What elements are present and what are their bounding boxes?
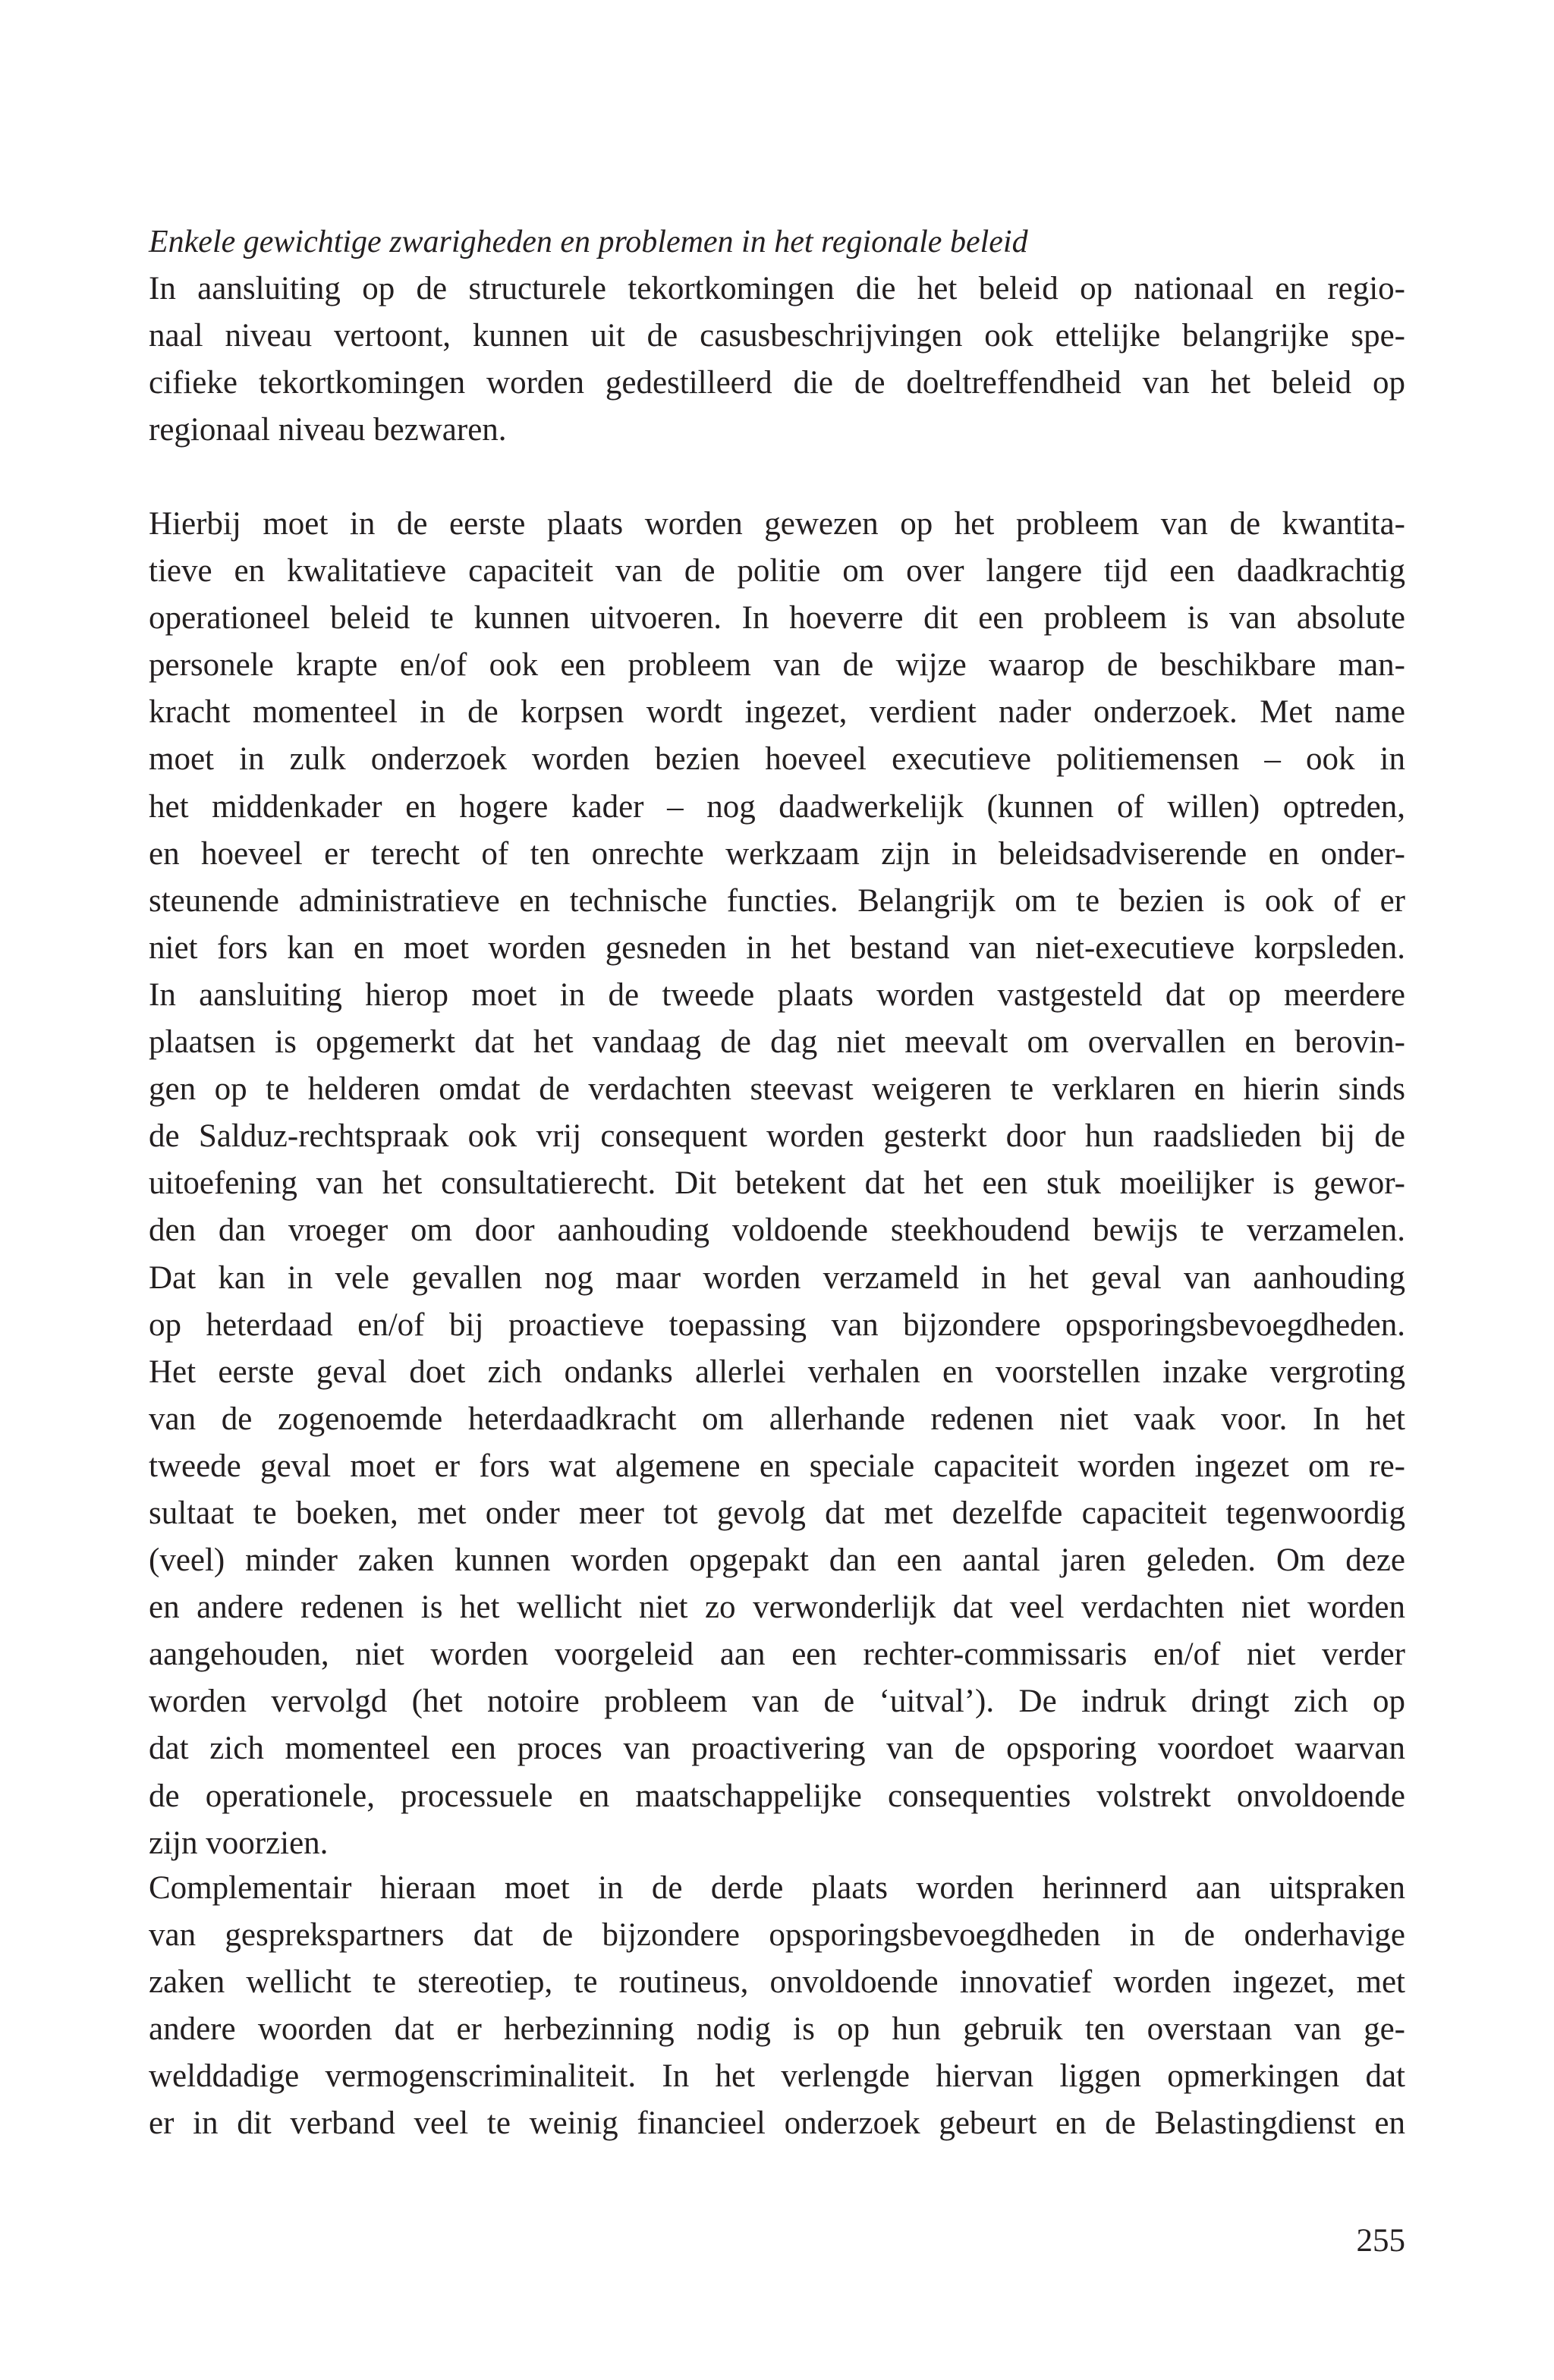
text-line: cifieke tekortkomingen worden gedestilleerd die de doeltreffendheid van het beleid op — [149, 365, 1405, 401]
text-line: In aansluiting hierop moet in de tweede plaats worden vastgesteld dat op meerdere — [149, 976, 1405, 1013]
text-line: de Salduz-rechtspraak ook vrij consequent worden gesterkt door hun raadslieden bij de — [149, 1118, 1405, 1155]
paragraph-2 — [149, 501, 1405, 1867]
text-line: Het eerste geval doet zich ondanks allerlei verhalen en voorstellen inzake vergroting — [149, 1353, 1405, 1390]
paragraph-3 — [149, 1865, 1405, 2148]
text-line: Complementair hieraan moet in de derde plaats worden herinnerd aan uitspraken — [149, 1870, 1405, 1906]
text-line: niet fors kan en moet worden gesneden in het bestand van niet-executieve korpsleden. — [149, 929, 1405, 966]
section-heading: Enkele gewichtige zwarigheden en problemen in het regionale beleid — [149, 225, 1028, 259]
text-line: plaatsen is opgemerkt dat het vandaag de dag niet meevalt om overvallen en berovin- — [149, 1024, 1405, 1061]
text-line: er in dit verband veel te weinig financieel onderzoek gebeurt en de Belastingdienst en — [149, 2105, 1405, 2142]
text-line: aangehouden, niet worden voorgeleid aan een rechter-commissaris en/of niet verder — [149, 1636, 1405, 1673]
text-line: het middenkader en hogere kader – nog daadwerkelijk (kunnen of willen) optreden, — [149, 788, 1405, 825]
text-line: welddadige vermogenscriminaliteit. In het verlengde hiervan liggen opmerkingen dat — [149, 2058, 1405, 2095]
text-line: zijn voorzien. — [149, 1825, 329, 1861]
text-line: operationeel beleid te kunnen uitvoeren. In hoeverre dit een probleem is van absolute — [149, 600, 1405, 637]
text-line: tieve en kwalitatieve capaciteit van de politie om over langere tijd een daadkrachtig — [149, 553, 1405, 589]
page-number: 255 — [1356, 2223, 1405, 2259]
text-line: Dat kan in vele gevallen nog maar worden verzameld in het geval van aanhouding — [149, 1259, 1405, 1296]
text-line: den dan vroeger om door aanhouding voldoende steekhoudend bewijs te verzamelen. — [149, 1212, 1405, 1249]
text-line: regionaal niveau bezwaren. — [149, 412, 507, 448]
text-line: naal niveau vertoont, kunnen uit de casusbeschrijvingen ook ettelijke belangrijke spe- — [149, 318, 1405, 354]
text-line: van gesprekspartners dat de bijzondere opsporingsbevoegdheden in de onderhavige — [149, 1917, 1405, 1954]
text-line: andere woorden dat er herbezinning nodig is op hun gebruik ten overstaan van ge- — [149, 2011, 1405, 2048]
text-line: kracht momenteel in de korpsen wordt ingezet, verdient nader onderzoek. Met name — [149, 694, 1405, 731]
text-line: moet in zulk onderzoek worden bezien hoeveel executieve politiemensen – ook in — [149, 741, 1405, 778]
text-line: In aansluiting op de structurele tekortkomingen die het beleid op nationaal en regio- — [149, 271, 1405, 307]
text-line: dat zich momenteel een proces van proactivering van de opsporing voordoet waarvan — [149, 1731, 1405, 1767]
text-line: gen op te helderen omdat de verdachten steevast weigeren te verklaren en hierin sinds — [149, 1071, 1405, 1108]
text-line: de operationele, processuele en maatschappelijke consequenties volstrekt onvoldoende — [149, 1778, 1405, 1814]
text-line: uitoefening van het consultatierecht. Dit betekent dat het een stuk moeilijker is gewor- — [149, 1165, 1405, 1202]
paragraph-1 — [149, 266, 1405, 454]
text-line: worden vervolgd (het notoire probleem van de ‘uitval’). De indruk dringt zich op — [149, 1684, 1405, 1720]
text-line: personele krapte en/of ook een probleem van de wijze waarop de beschikbare man- — [149, 647, 1405, 684]
text-line: tweede geval moet er fors wat algemene en speciale capaciteit worden ingezet om re- — [149, 1448, 1405, 1484]
text-line: zaken wellicht te stereotiep, te routineus, onvoldoende innovatief worden ingezet, met — [149, 1964, 1405, 2001]
text-line: sultaat te boeken, met onder meer tot gevolg dat met dezelfde capaciteit tegenwoordig — [149, 1495, 1405, 1531]
text-line: van de zogenoemde heterdaadkracht om allerhande redenen niet vaak voor. In het — [149, 1401, 1405, 1437]
text-line: en hoeveel er terecht of ten onrechte werkzaam zijn in beleidsadviserende en onder- — [149, 835, 1405, 872]
text-line: (veel) minder zaken kunnen worden opgepakt dan een aantal jaren geleden. Om deze — [149, 1542, 1405, 1579]
text-line: Hierbij moet in de eerste plaats worden gewezen op het probleem van de kwantita- — [149, 506, 1405, 542]
text-line: en andere redenen is het wellicht niet zo verwonderlijk dat veel verdachten niet worden — [149, 1589, 1405, 1626]
text-line: op heterdaad en/of bij proactieve toepassing van bijzondere opsporingsbevoegdheden. — [149, 1306, 1405, 1343]
text-line: steunende administratieve en technische functies. Belangrijk om te bezien is ook of er — [149, 882, 1405, 919]
